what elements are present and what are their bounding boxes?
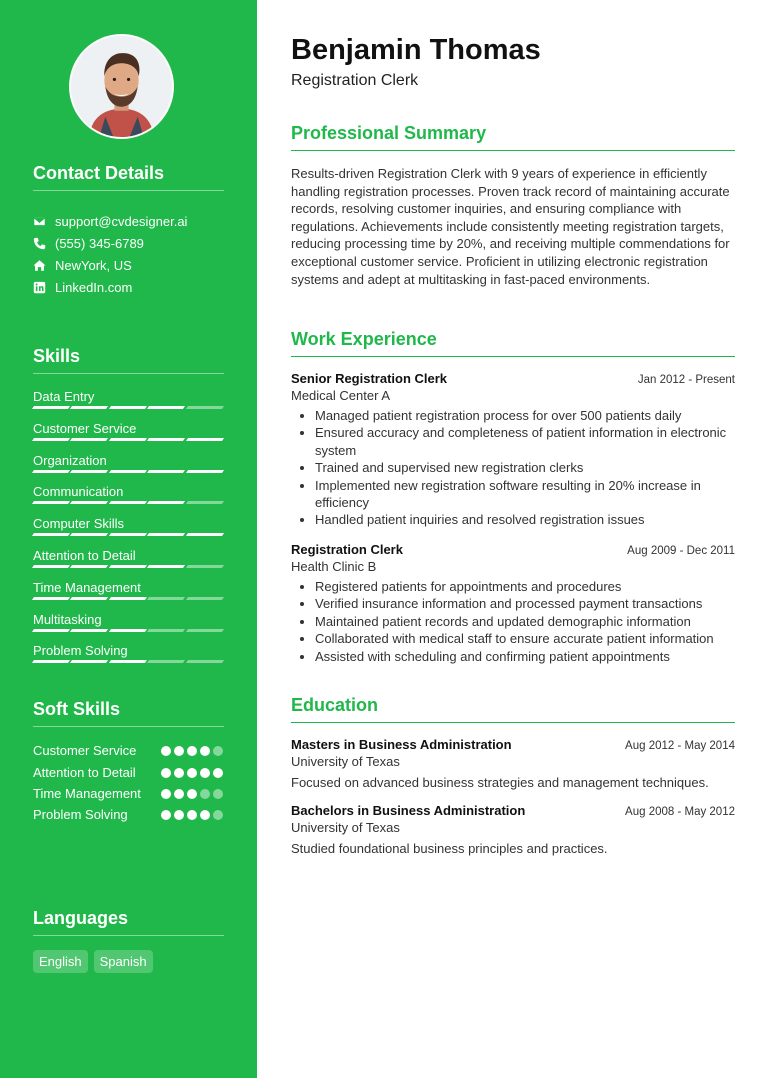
rating-dot [187,810,197,820]
list-item: • Trained and supervised new registration clerks [315,459,735,476]
contact-list [33,210,233,298]
skill-level-segment [32,660,70,663]
skill-level-segment [147,660,185,663]
soft-skills-heading: Soft Skills [33,699,224,727]
skills-heading: Skills [33,346,224,374]
skill-level-segment [186,501,224,504]
education-description: Focused on advanced business strategies and management techniques. [291,775,709,790]
skill-level-segment [32,406,70,409]
soft-skill-item [33,742,223,760]
skill-level-segment [32,438,70,441]
job-org: Medical Center A [291,388,390,403]
rating-dot [200,746,210,756]
skill-level-segment [70,470,108,473]
skill-level-segment [70,438,108,441]
home-icon [33,259,46,272]
school-name: University of Texas [291,820,400,835]
envelope-icon [33,215,46,228]
soft-skill-label: Attention to Detail [33,765,136,780]
summary-text: Results-driven Registration Clerk with 9 years of experience in efficiently handling registration processes. Proven track record of maintaining accurate records, resolving customer inquiries, and ensuring compliance with regulations. Achievements include consistently meeting registration targets, reducing processing time by 20%, and receiving multiple commendations for exceptional customer service. Proficient in utilizing electronic registration systems and adept at multitasking in fast-paced environments. [291,166,730,287]
job-dates: Aug 2009 - Dec 2011 [627,545,735,557]
soft-skill-label: Time Management [33,786,141,801]
skill-item [33,451,223,483]
avatar [69,34,174,139]
skill-level-segment [32,533,70,536]
languages-heading: Languages [33,908,224,936]
job-entry [291,371,735,529]
skill-level-segment [70,629,108,632]
skill-level-bar [33,629,223,632]
languages-list [33,950,153,973]
skill-item [33,419,223,451]
contact-item-linkedin[interactable] [33,276,233,298]
skill-level-bar [33,470,223,473]
skill-level-segment [186,406,224,409]
list-item: • Maintained patient records and updated demographic information [315,613,735,630]
skill-label: Attention to Detail [33,547,136,563]
rating-dot [174,768,184,778]
skill-level-segment [147,597,185,600]
skill-level-segment [186,533,224,536]
soft-skill-item [33,764,223,782]
skill-level-segment [109,597,147,600]
rating-dot [161,746,171,756]
skill-level-segment [109,629,147,632]
rating-dot [174,789,184,799]
contact-item-location [33,254,233,276]
skill-level-segment [186,470,224,473]
skill-item [33,482,223,514]
skill-level-bar [33,660,223,663]
skill-label: Communication [33,484,124,500]
rating-dot [200,789,210,799]
list-item: • Collaborated with medical staff to ensure accurate patient information [315,630,735,647]
list-item: • Implemented new registration software resulting in 20% increase in efficiency [315,477,735,512]
skill-level-segment [186,565,224,568]
skill-level-segment [147,470,185,473]
job-bullets [291,407,735,529]
contact-linkedin-text: LinkedIn.com [55,279,133,295]
education-dates: Aug 2008 - May 2012 [625,806,735,818]
candidate-name: Benjamin Thomas [291,34,541,66]
school-name: University of Texas [291,754,400,769]
rating-dot [161,789,171,799]
soft-skills-list [33,742,223,824]
skill-level-segment [186,660,224,663]
skill-level-segment [32,501,70,504]
contact-item-email[interactable] [33,210,233,232]
skill-label: Problem Solving [33,643,128,659]
rating-dot [161,810,171,820]
contact-email-text: support@cvdesigner.ai [55,213,188,229]
job-org: Health Clinic B [291,559,377,574]
skill-level-segment [70,597,108,600]
skill-level-segment [109,533,147,536]
rating-dot [187,789,197,799]
skill-level-bar [33,597,223,600]
experience-heading: Work Experience [291,329,735,357]
skill-level-segment [32,565,70,568]
skill-level-segment [109,438,147,441]
soft-skill-item [33,806,223,824]
contact-phone-text: (555) 345-6789 [55,235,144,251]
skill-level-segment [186,629,224,632]
list-item: • Ensured accuracy and completeness of patient information in electronic system [315,424,735,459]
skill-level-segment [147,565,185,568]
degree-title: Masters in Business Administration [291,737,512,752]
skill-label: Time Management [33,579,141,595]
rating-dot [174,746,184,756]
candidate-role: Registration Clerk [291,72,419,89]
rating-dot [213,746,223,756]
sidebar [0,0,257,1078]
skill-level-segment [186,597,224,600]
soft-skill-label: Problem Solving [33,807,128,822]
soft-skill-rating [161,806,223,820]
skill-level-bar [33,501,223,504]
list-item: • Registered patients for appointments and procedures [315,578,735,595]
skill-label: Organization [33,452,107,468]
soft-skill-item [33,785,223,803]
skill-level-segment [32,597,70,600]
language-badge: English [33,950,88,973]
skill-level-segment [109,501,147,504]
list-item: • Managed patient registration process for over 500 patients daily [315,407,735,424]
soft-skill-rating [161,785,223,799]
education-dates: Aug 2012 - May 2014 [625,740,735,752]
skill-level-bar [33,533,223,536]
skill-label: Data Entry [33,389,95,404]
rating-dot [213,789,223,799]
rating-dot [187,746,197,756]
rating-dot [213,810,223,820]
language-badge: Spanish [94,950,153,973]
list-item: • Assisted with scheduling and confirming patient appointments [315,648,735,665]
phone-icon [33,237,46,250]
contact-location-text: NewYork, US [55,257,132,273]
rating-dot [213,768,223,778]
job-bullets [291,578,735,665]
skill-label: Customer Service [33,420,137,436]
rating-dot [161,768,171,778]
soft-skill-rating [161,742,223,756]
skill-level-segment [147,629,185,632]
skill-level-segment [147,533,185,536]
job-title: Senior Registration Clerk [291,371,448,386]
soft-skill-rating [161,764,223,778]
skill-label: Multitasking [33,611,102,627]
education-entry [291,803,735,857]
contact-heading: Contact Details [33,163,224,191]
skill-level-segment [109,406,147,409]
skill-level-segment [109,660,147,663]
rating-dot [174,810,184,820]
summary-heading: Professional Summary [291,123,735,151]
linkedin-icon [33,281,46,294]
education-heading: Education [291,695,735,723]
skill-level-segment [186,438,224,441]
skills-list [33,387,223,673]
list-item: • Verified insurance information and processed payment transactions [315,595,735,612]
job-dates: Jan 2012 - Present [637,374,735,386]
education-description: Studied foundational business principles and practices. [291,841,608,856]
skill-level-segment [147,406,185,409]
skill-level-bar [33,406,223,409]
skill-item [33,514,223,546]
education-entry [291,737,735,791]
skill-level-segment [109,565,147,568]
skill-level-segment [70,565,108,568]
skill-label: Computer Skills [33,516,125,532]
skill-item [33,546,223,578]
skill-level-segment [70,533,108,536]
skill-level-segment [109,470,147,473]
skill-level-bar [33,565,223,568]
profile-photo [71,36,172,137]
rating-dot [200,768,210,778]
skill-item [33,578,223,610]
soft-skill-label: Customer Service [33,743,137,758]
degree-title: Bachelors in Business Administration [291,803,526,818]
rating-dot [200,810,210,820]
skill-level-segment [70,501,108,504]
contact-item-phone[interactable] [33,232,233,254]
rating-dot [187,768,197,778]
skill-item [33,610,223,642]
skill-level-segment [147,438,185,441]
job-title: Registration Clerk [291,542,403,557]
job-entry [291,542,735,665]
skill-level-segment [70,660,108,663]
skill-level-segment [32,470,70,473]
skill-item [33,641,223,673]
skill-level-segment [70,406,108,409]
skill-level-bar [33,438,223,441]
skill-item [33,387,223,419]
list-item: • Handled patient inquiries and resolved registration issues [315,511,735,528]
skill-level-segment [32,629,70,632]
skill-level-segment [147,501,185,504]
